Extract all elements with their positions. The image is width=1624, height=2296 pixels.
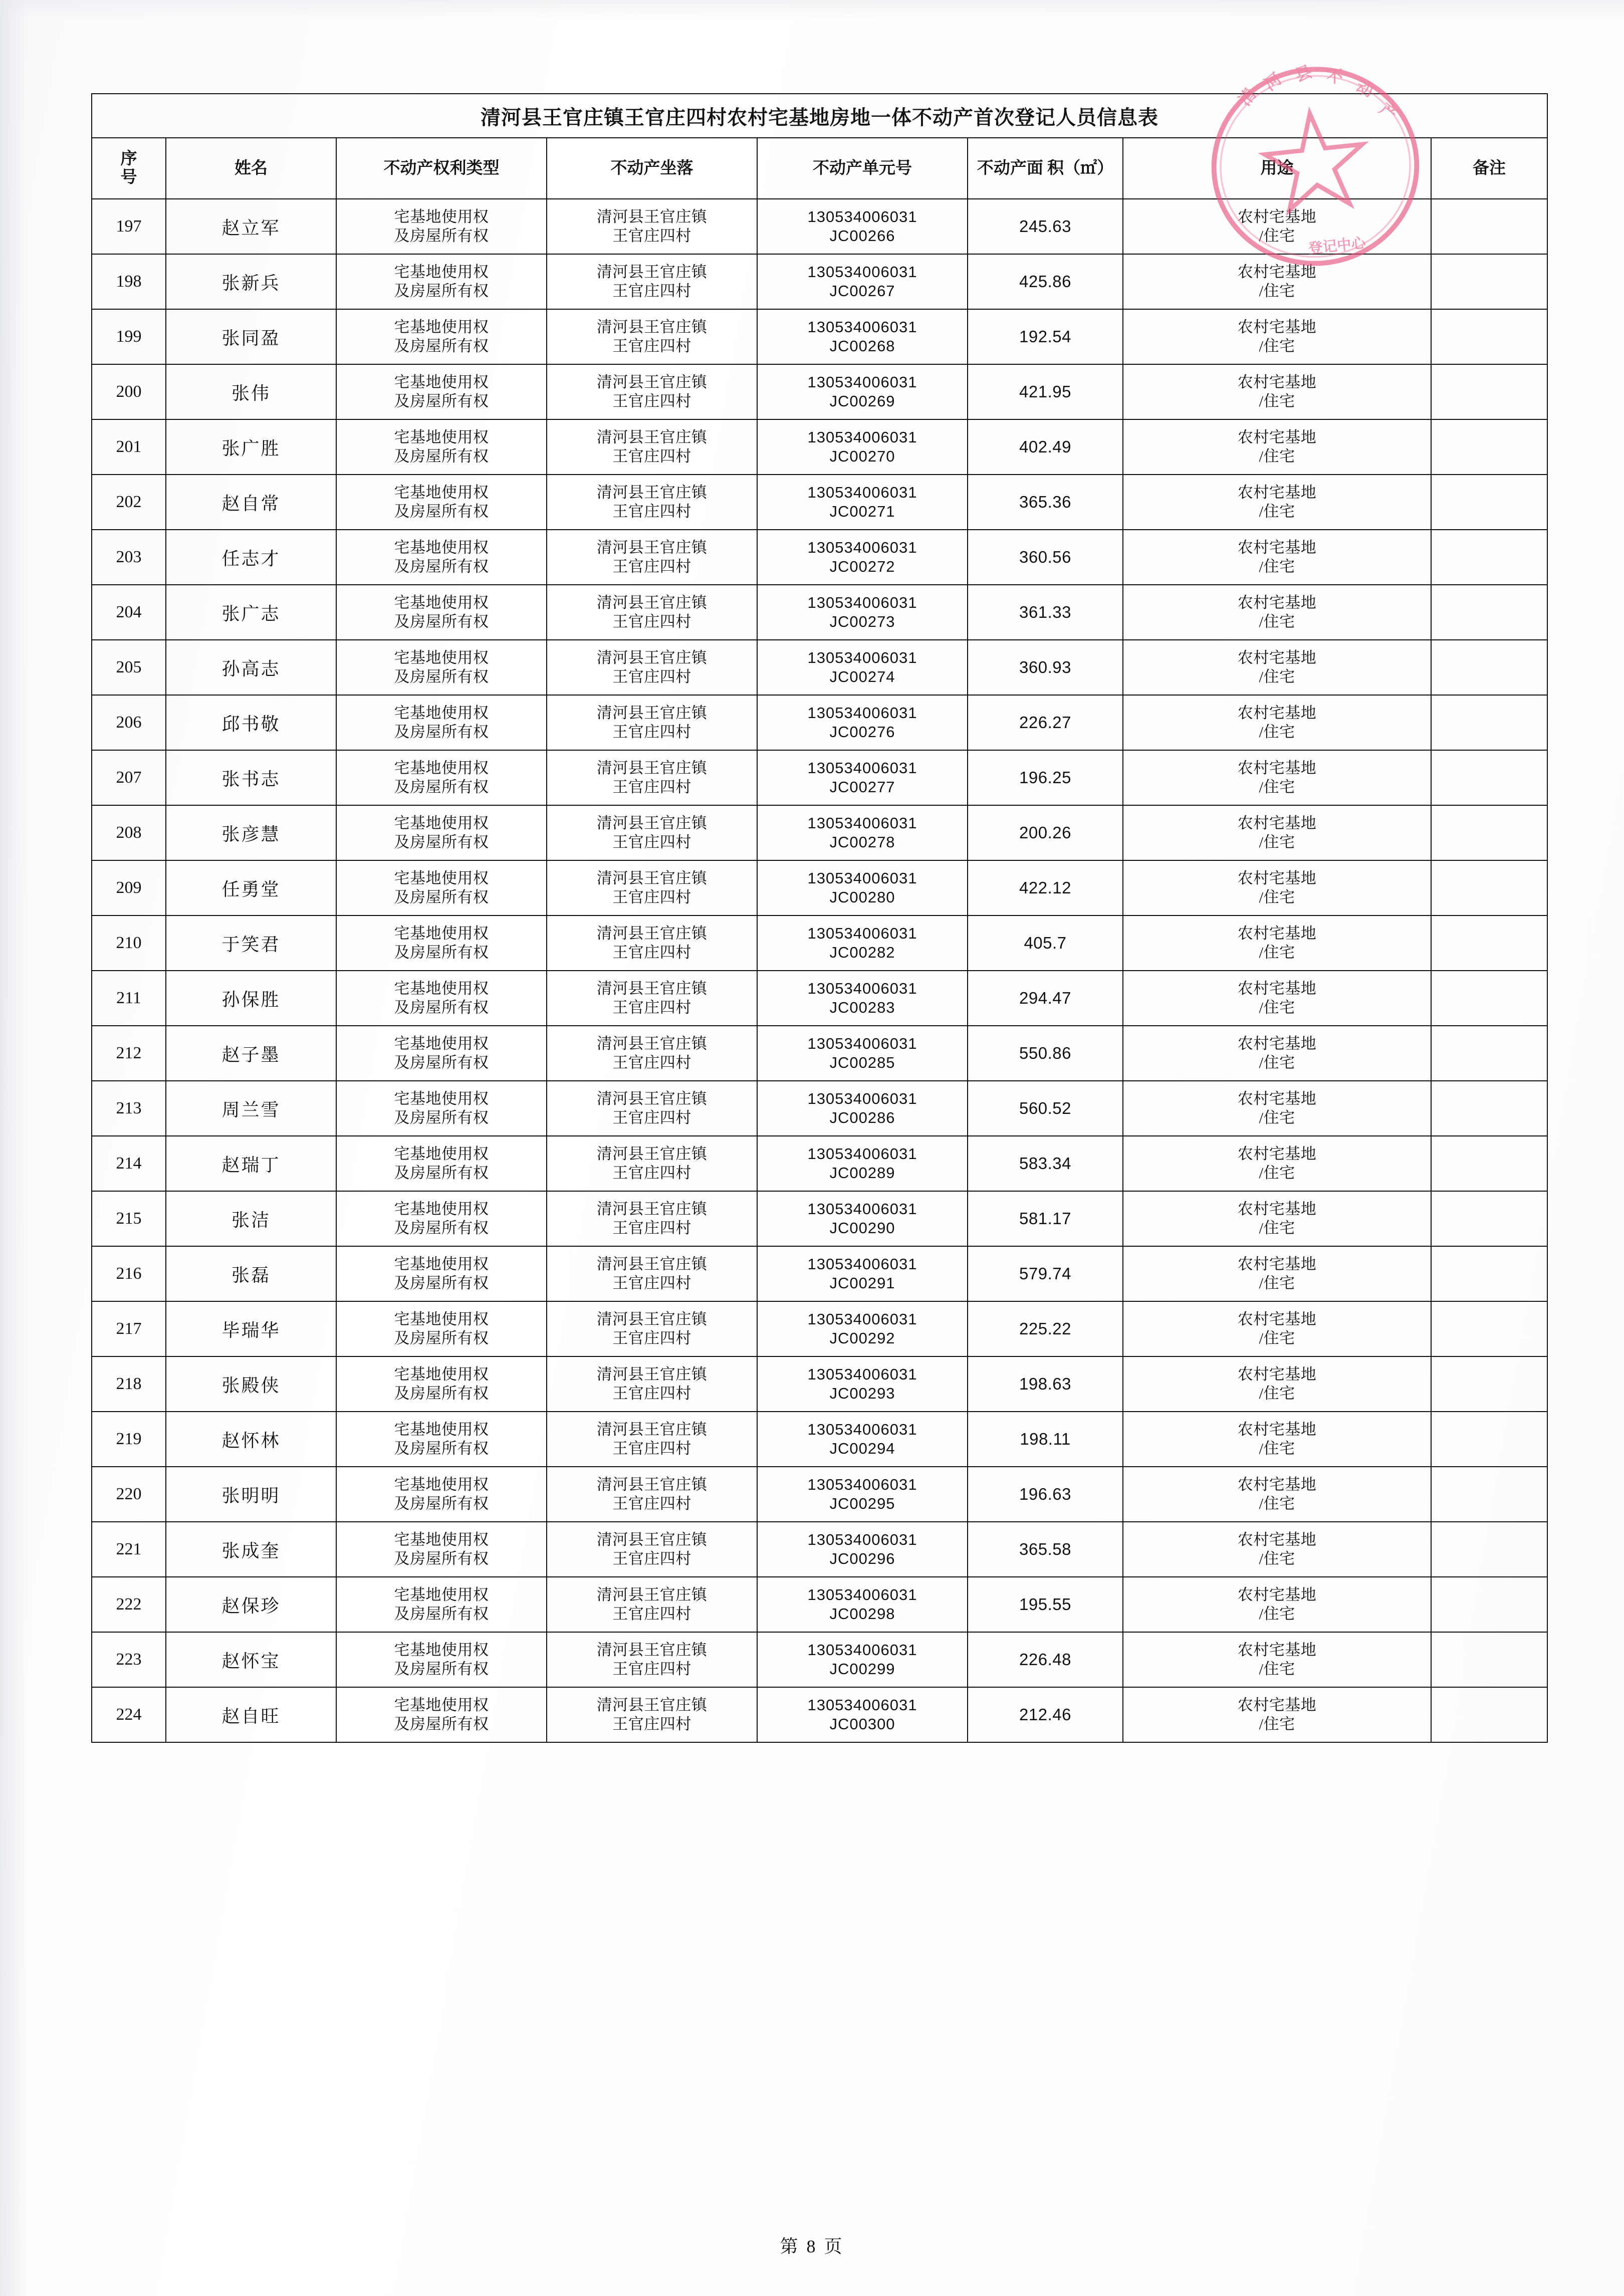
cell-remark (1431, 860, 1547, 915)
cell-location: 清河县王官庄镇 王官庄四村 (547, 1577, 757, 1632)
table-row (92, 1136, 1547, 1191)
cell-usage: 农村宅基地 /住宅 (1123, 640, 1431, 695)
cell-remark (1431, 750, 1547, 805)
table-title-row (92, 94, 1547, 138)
cell-name: 张洁 (166, 1191, 336, 1246)
cell-name: 赵怀林 (166, 1412, 336, 1467)
cell-usage: 农村宅基地 /住宅 (1123, 1136, 1431, 1191)
cell-index: 200 (92, 364, 166, 419)
cell-remark (1431, 309, 1547, 364)
cell-name: 赵子墨 (166, 1026, 336, 1081)
cell-right-type: 宅基地使用权 及房屋所有权 (336, 1246, 547, 1301)
registration-table (91, 93, 1548, 1743)
cell-right-type: 宅基地使用权 及房屋所有权 (336, 530, 547, 585)
cell-usage: 农村宅基地 /住宅 (1123, 585, 1431, 640)
cell-unit-number: 130534006031 JC00296 (757, 1522, 968, 1577)
cell-right-type: 宅基地使用权 及房屋所有权 (336, 640, 547, 695)
cell-unit-number: 130534006031 JC00295 (757, 1467, 968, 1522)
cell-right-type: 宅基地使用权 及房屋所有权 (336, 1687, 547, 1742)
cell-location: 清河县王官庄镇 王官庄四村 (547, 915, 757, 971)
cell-unit-number: 130534006031 JC00276 (757, 695, 968, 750)
column-header-location: 不动产坐落 (547, 138, 757, 199)
cell-unit-number: 130534006031 JC00277 (757, 750, 968, 805)
cell-area: 196.63 (968, 1467, 1123, 1522)
cell-index: 203 (92, 530, 166, 585)
cell-remark (1431, 1026, 1547, 1081)
table-row (92, 1081, 1547, 1136)
cell-index: 208 (92, 805, 166, 860)
cell-index: 197 (92, 199, 166, 254)
cell-name: 张成奎 (166, 1522, 336, 1577)
cell-usage: 农村宅基地 /住宅 (1123, 530, 1431, 585)
cell-remark (1431, 1632, 1547, 1687)
svg-text:不: 不 (1326, 68, 1343, 86)
cell-index: 201 (92, 419, 166, 475)
cell-right-type: 宅基地使用权 及房屋所有权 (336, 475, 547, 530)
table-row (92, 585, 1547, 640)
cell-name: 周兰雪 (166, 1081, 336, 1136)
cell-usage: 农村宅基地 /住宅 (1123, 1301, 1431, 1356)
cell-right-type: 宅基地使用权 及房屋所有权 (336, 971, 547, 1026)
cell-area: 581.17 (968, 1191, 1123, 1246)
cell-area: 550.86 (968, 1026, 1123, 1081)
cell-area: 195.55 (968, 1577, 1123, 1632)
column-header-name: 姓名 (166, 138, 336, 199)
cell-usage: 农村宅基地 /住宅 (1123, 805, 1431, 860)
cell-usage: 农村宅基地 /住宅 (1123, 364, 1431, 419)
table-row (92, 475, 1547, 530)
cell-location: 清河县王官庄镇 王官庄四村 (547, 1687, 757, 1742)
cell-location: 清河县王官庄镇 王官庄四村 (547, 695, 757, 750)
cell-area: 200.26 (968, 805, 1123, 860)
cell-unit-number: 130534006031 JC00282 (757, 915, 968, 971)
cell-right-type: 宅基地使用权 及房屋所有权 (336, 199, 547, 254)
cell-area: 245.63 (968, 199, 1123, 254)
svg-text:产: 产 (1375, 100, 1400, 125)
cell-index: 219 (92, 1412, 166, 1467)
cell-unit-number: 130534006031 JC00298 (757, 1577, 968, 1632)
cell-name: 任志才 (166, 530, 336, 585)
column-header-usage: 用途 (1123, 138, 1431, 199)
svg-text:县: 县 (1292, 63, 1315, 86)
cell-right-type: 宅基地使用权 及房屋所有权 (336, 1081, 547, 1136)
cell-index: 214 (92, 1136, 166, 1191)
cell-location: 清河县王官庄镇 王官庄四村 (547, 860, 757, 915)
cell-location: 清河县王官庄镇 王官庄四村 (547, 1522, 757, 1577)
cell-unit-number: 130534006031 JC00274 (757, 640, 968, 695)
cell-usage: 农村宅基地 /住宅 (1123, 475, 1431, 530)
table-row (92, 1632, 1547, 1687)
cell-location: 清河县王官庄镇 王官庄四村 (547, 1356, 757, 1412)
cell-right-type: 宅基地使用权 及房屋所有权 (336, 860, 547, 915)
cell-usage: 农村宅基地 /住宅 (1123, 1191, 1431, 1246)
cell-usage: 农村宅基地 /住宅 (1123, 971, 1431, 1026)
cell-right-type: 宅基地使用权 及房屋所有权 (336, 805, 547, 860)
cell-index: 221 (92, 1522, 166, 1577)
cell-location: 清河县王官庄镇 王官庄四村 (547, 530, 757, 585)
cell-index: 199 (92, 309, 166, 364)
cell-index: 206 (92, 695, 166, 750)
cell-right-type: 宅基地使用权 及房屋所有权 (336, 750, 547, 805)
cell-index: 220 (92, 1467, 166, 1522)
cell-remark (1431, 695, 1547, 750)
cell-location: 清河县王官庄镇 王官庄四村 (547, 750, 757, 805)
cell-unit-number: 130534006031 JC00272 (757, 530, 968, 585)
cell-remark (1431, 640, 1547, 695)
table-row (92, 309, 1547, 364)
cell-remark (1431, 585, 1547, 640)
cell-index: 198 (92, 254, 166, 309)
cell-location: 清河县王官庄镇 王官庄四村 (547, 585, 757, 640)
cell-remark (1431, 1356, 1547, 1412)
cell-usage: 农村宅基地 /住宅 (1123, 1081, 1431, 1136)
cell-usage: 农村宅基地 /住宅 (1123, 309, 1431, 364)
table-body (92, 199, 1547, 1742)
table-row (92, 530, 1547, 585)
table-header-row (92, 138, 1547, 199)
cell-name: 张书志 (166, 750, 336, 805)
cell-index: 209 (92, 860, 166, 915)
cell-area: 226.48 (968, 1632, 1123, 1687)
cell-index: 210 (92, 915, 166, 971)
cell-unit-number: 130534006031 JC00268 (757, 309, 968, 364)
cell-index: 207 (92, 750, 166, 805)
cell-name: 张伟 (166, 364, 336, 419)
cell-area: 425.86 (968, 254, 1123, 309)
cell-index: 212 (92, 1026, 166, 1081)
cell-index: 218 (92, 1356, 166, 1412)
cell-remark (1431, 915, 1547, 971)
cell-usage: 农村宅基地 /住宅 (1123, 1522, 1431, 1577)
cell-name: 孙保胜 (166, 971, 336, 1026)
cell-name: 张彦慧 (166, 805, 336, 860)
cell-unit-number: 130534006031 JC00294 (757, 1412, 968, 1467)
cell-area: 361.33 (968, 585, 1123, 640)
cell-area: 294.47 (968, 971, 1123, 1026)
cell-usage: 农村宅基地 /住宅 (1123, 1577, 1431, 1632)
cell-name: 任勇堂 (166, 860, 336, 915)
cell-right-type: 宅基地使用权 及房屋所有权 (336, 364, 547, 419)
table-row (92, 1356, 1547, 1412)
svg-text:清: 清 (1236, 85, 1260, 110)
table-row (92, 750, 1547, 805)
cell-unit-number: 130534006031 JC00299 (757, 1632, 968, 1687)
cell-location: 清河县王官庄镇 王官庄四村 (547, 254, 757, 309)
cell-unit-number: 130534006031 JC00283 (757, 971, 968, 1026)
cell-name: 赵自旺 (166, 1687, 336, 1742)
cell-remark (1431, 1522, 1547, 1577)
column-header-index-line2: 号 (120, 168, 137, 186)
cell-remark (1431, 199, 1547, 254)
cell-usage: 农村宅基地 /住宅 (1123, 1467, 1431, 1522)
cell-remark (1431, 1191, 1547, 1246)
table-row (92, 1246, 1547, 1301)
cell-area: 560.52 (968, 1081, 1123, 1136)
cell-name: 张广志 (166, 585, 336, 640)
svg-text:登记中心: 登记中心 (1307, 236, 1366, 257)
cell-location: 清河县王官庄镇 王官庄四村 (547, 805, 757, 860)
cell-right-type: 宅基地使用权 及房屋所有权 (336, 1522, 547, 1577)
cell-index: 204 (92, 585, 166, 640)
cell-remark (1431, 971, 1547, 1026)
cell-unit-number: 130534006031 JC00273 (757, 585, 968, 640)
cell-usage: 农村宅基地 /住宅 (1123, 419, 1431, 475)
cell-location: 清河县王官庄镇 王官庄四村 (547, 364, 757, 419)
cell-usage: 农村宅基地 /住宅 (1123, 1246, 1431, 1301)
column-header-area-line2: 积（㎡） (1047, 159, 1114, 177)
table-row (92, 254, 1547, 309)
cell-area: 583.34 (968, 1136, 1123, 1191)
registration-table-container (91, 93, 1547, 1743)
table-row (92, 915, 1547, 971)
cell-right-type: 宅基地使用权 及房屋所有权 (336, 254, 547, 309)
cell-right-type: 宅基地使用权 及房屋所有权 (336, 1136, 547, 1191)
cell-unit-number: 130534006031 JC00285 (757, 1026, 968, 1081)
cell-location: 清河县王官庄镇 王官庄四村 (547, 199, 757, 254)
cell-remark (1431, 254, 1547, 309)
cell-area: 365.58 (968, 1522, 1123, 1577)
cell-index: 216 (92, 1246, 166, 1301)
cell-right-type: 宅基地使用权 及房屋所有权 (336, 1026, 547, 1081)
table-row (92, 640, 1547, 695)
column-header-index-line1: 序 (120, 150, 137, 168)
cell-right-type: 宅基地使用权 及房屋所有权 (336, 1301, 547, 1356)
cell-remark (1431, 1467, 1547, 1522)
cell-unit-number: 130534006031 JC00293 (757, 1356, 968, 1412)
cell-name: 赵怀宝 (166, 1632, 336, 1687)
column-header-index (92, 138, 166, 199)
table-row (92, 860, 1547, 915)
cell-name: 张磊 (166, 1246, 336, 1301)
cell-location: 清河县王官庄镇 王官庄四村 (547, 1081, 757, 1136)
cell-location: 清河县王官庄镇 王官庄四村 (547, 1412, 757, 1467)
cell-remark (1431, 530, 1547, 585)
cell-location: 清河县王官庄镇 王官庄四村 (547, 419, 757, 475)
table-row (92, 1522, 1547, 1577)
cell-name: 赵自常 (166, 475, 336, 530)
table-row (92, 971, 1547, 1026)
cell-name: 张明明 (166, 1467, 336, 1522)
cell-location: 清河县王官庄镇 王官庄四村 (547, 1632, 757, 1687)
cell-area: 405.7 (968, 915, 1123, 971)
cell-index: 211 (92, 971, 166, 1026)
table-row (92, 805, 1547, 860)
cell-location: 清河县王官庄镇 王官庄四村 (547, 1136, 757, 1191)
cell-unit-number: 130534006031 JC00300 (757, 1687, 968, 1742)
cell-remark (1431, 1081, 1547, 1136)
svg-text:河: 河 (1261, 70, 1285, 95)
cell-usage: 农村宅基地 /住宅 (1123, 199, 1431, 254)
cell-index: 224 (92, 1687, 166, 1742)
cell-area: 579.74 (968, 1246, 1123, 1301)
cell-remark (1431, 1412, 1547, 1467)
cell-index: 215 (92, 1191, 166, 1246)
table-row (92, 1301, 1547, 1356)
table-row (92, 364, 1547, 419)
cell-name: 于笑君 (166, 915, 336, 971)
cell-usage: 农村宅基地 /住宅 (1123, 915, 1431, 971)
cell-remark (1431, 1577, 1547, 1632)
cell-name: 张新兵 (166, 254, 336, 309)
table-row (92, 1191, 1547, 1246)
cell-usage: 农村宅基地 /住宅 (1123, 1632, 1431, 1687)
cell-area: 196.25 (968, 750, 1123, 805)
cell-unit-number: 130534006031 JC00269 (757, 364, 968, 419)
cell-unit-number: 130534006031 JC00278 (757, 805, 968, 860)
cell-area: 360.56 (968, 530, 1123, 585)
cell-location: 清河县王官庄镇 王官庄四村 (547, 1467, 757, 1522)
cell-name: 邱书敬 (166, 695, 336, 750)
column-header-unit-number: 不动产单元号 (757, 138, 968, 199)
cell-unit-number: 130534006031 JC00291 (757, 1246, 968, 1301)
cell-location: 清河县王官庄镇 王官庄四村 (547, 971, 757, 1026)
cell-right-type: 宅基地使用权 及房屋所有权 (336, 1412, 547, 1467)
cell-remark (1431, 364, 1547, 419)
cell-area: 402.49 (968, 419, 1123, 475)
cell-remark (1431, 1687, 1547, 1742)
cell-name: 张同盈 (166, 309, 336, 364)
column-header-area-line1: 不动产面 (977, 159, 1043, 177)
cell-unit-number: 130534006031 JC00280 (757, 860, 968, 915)
page-title: 清河县王官庄镇王官庄四村农村宅基地房地一体不动产首次登记人员信息表 (92, 94, 1547, 138)
cell-usage: 农村宅基地 /住宅 (1123, 1412, 1431, 1467)
cell-usage: 农村宅基地 /住宅 (1123, 1687, 1431, 1742)
table-row (92, 1026, 1547, 1081)
cell-area: 421.95 (968, 364, 1123, 419)
table-row (92, 1687, 1547, 1742)
cell-right-type: 宅基地使用权 及房屋所有权 (336, 1467, 547, 1522)
cell-unit-number: 130534006031 JC00266 (757, 199, 968, 254)
cell-unit-number: 130534006031 JC00270 (757, 419, 968, 475)
cell-index: 205 (92, 640, 166, 695)
cell-right-type: 宅基地使用权 及房屋所有权 (336, 419, 547, 475)
cell-area: 212.46 (968, 1687, 1123, 1742)
cell-name: 孙高志 (166, 640, 336, 695)
cell-unit-number: 130534006031 JC00271 (757, 475, 968, 530)
cell-unit-number: 130534006031 JC00292 (757, 1301, 968, 1356)
svg-text:动: 动 (1353, 78, 1375, 101)
cell-index: 217 (92, 1301, 166, 1356)
cell-name: 毕瑞华 (166, 1301, 336, 1356)
cell-right-type: 宅基地使用权 及房屋所有权 (336, 915, 547, 971)
cell-usage: 农村宅基地 /住宅 (1123, 695, 1431, 750)
cell-location: 清河县王官庄镇 王官庄四村 (547, 475, 757, 530)
cell-remark (1431, 419, 1547, 475)
cell-remark (1431, 1301, 1547, 1356)
cell-area: 365.36 (968, 475, 1123, 530)
cell-right-type: 宅基地使用权 及房屋所有权 (336, 309, 547, 364)
cell-unit-number: 130534006031 JC00267 (757, 254, 968, 309)
cell-remark (1431, 805, 1547, 860)
cell-location: 清河县王官庄镇 王官庄四村 (547, 309, 757, 364)
column-header-remark: 备注 (1431, 138, 1547, 199)
cell-right-type: 宅基地使用权 及房屋所有权 (336, 585, 547, 640)
table-row (92, 695, 1547, 750)
cell-area: 225.22 (968, 1301, 1123, 1356)
cell-location: 清河县王官庄镇 王官庄四村 (547, 640, 757, 695)
cell-right-type: 宅基地使用权 及房屋所有权 (336, 695, 547, 750)
table-row (92, 1577, 1547, 1632)
cell-right-type: 宅基地使用权 及房屋所有权 (336, 1632, 547, 1687)
column-header-right-type: 不动产权利类型 (336, 138, 547, 199)
table-row (92, 199, 1547, 254)
page-footer: 第 8 页 (780, 2236, 844, 2256)
cell-usage: 农村宅基地 /住宅 (1123, 254, 1431, 309)
cell-name: 赵立军 (166, 199, 336, 254)
cell-location: 清河县王官庄镇 王官庄四村 (547, 1246, 757, 1301)
cell-unit-number: 130534006031 JC00290 (757, 1191, 968, 1246)
cell-area: 226.27 (968, 695, 1123, 750)
column-header-area (968, 138, 1123, 199)
table-row (92, 1412, 1547, 1467)
cell-unit-number: 130534006031 JC00286 (757, 1081, 968, 1136)
cell-area: 198.11 (968, 1412, 1123, 1467)
cell-index: 223 (92, 1632, 166, 1687)
cell-right-type: 宅基地使用权 及房屋所有权 (336, 1191, 547, 1246)
cell-area: 360.93 (968, 640, 1123, 695)
cell-right-type: 宅基地使用权 及房屋所有权 (336, 1356, 547, 1412)
cell-usage: 农村宅基地 /住宅 (1123, 860, 1431, 915)
cell-name: 张殿侠 (166, 1356, 336, 1412)
cell-usage: 农村宅基地 /住宅 (1123, 750, 1431, 805)
cell-location: 清河县王官庄镇 王官庄四村 (547, 1191, 757, 1246)
cell-usage: 农村宅基地 /住宅 (1123, 1356, 1431, 1412)
cell-area: 198.63 (968, 1356, 1123, 1412)
cell-index: 222 (92, 1577, 166, 1632)
cell-name: 张广胜 (166, 419, 336, 475)
cell-area: 192.54 (968, 309, 1123, 364)
cell-usage: 农村宅基地 /住宅 (1123, 1026, 1431, 1081)
cell-remark (1431, 1136, 1547, 1191)
table-row (92, 1467, 1547, 1522)
cell-name: 赵保珍 (166, 1577, 336, 1632)
cell-remark (1431, 1246, 1547, 1301)
cell-unit-number: 130534006031 JC00289 (757, 1136, 968, 1191)
cell-name: 赵瑞丁 (166, 1136, 336, 1191)
cell-area: 422.12 (968, 860, 1123, 915)
cell-location: 清河县王官庄镇 王官庄四村 (547, 1026, 757, 1081)
cell-index: 213 (92, 1081, 166, 1136)
cell-index: 202 (92, 475, 166, 530)
cell-remark (1431, 475, 1547, 530)
table-row (92, 419, 1547, 475)
cell-right-type: 宅基地使用权 及房屋所有权 (336, 1577, 547, 1632)
cell-location: 清河县王官庄镇 王官庄四村 (547, 1301, 757, 1356)
